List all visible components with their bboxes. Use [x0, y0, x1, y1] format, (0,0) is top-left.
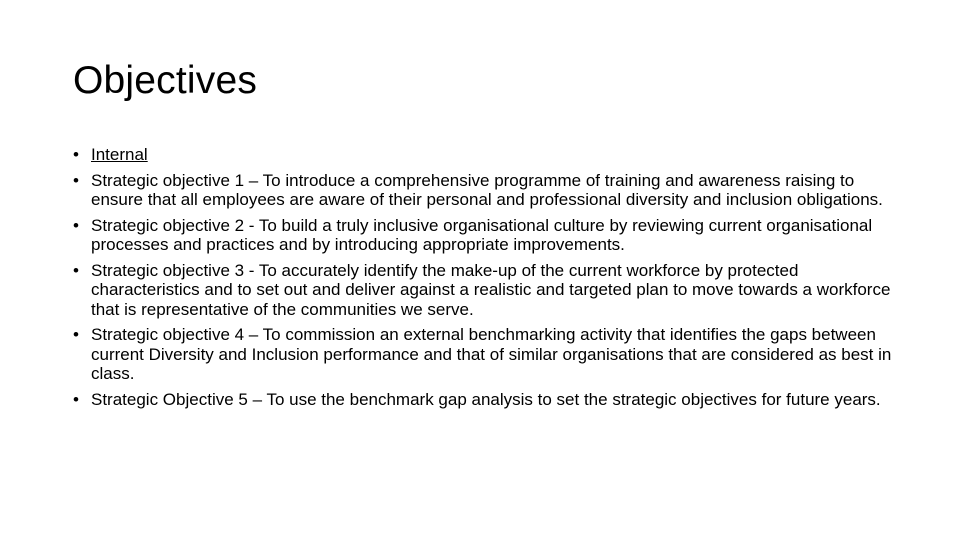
bullet-icon: • [73, 260, 79, 280]
bullet-icon: • [73, 389, 79, 409]
bullet-icon: • [73, 170, 79, 190]
slide-title: Objectives [73, 59, 258, 102]
list-item [73, 325, 893, 384]
list-item [73, 390, 893, 410]
bullet-text-internal: Internal [91, 145, 148, 164]
list-item [73, 216, 893, 255]
list-item [73, 145, 893, 165]
bullet-icon: • [73, 145, 79, 164]
bullet-text-objective-2: Strategic objective 2 - To build a truly inclusive organisational culture by reviewing current organisational processes and practices and by introducing appropriate improvements. [91, 215, 873, 254]
list-item [73, 261, 893, 320]
bullet-icon: • [73, 215, 79, 235]
bullet-list [73, 145, 893, 415]
bullet-text-objective-3: Strategic objective 3 - To accurately identify the make-up of the current workforce by protected characteristics and to set out and deliver against a realistic and targeted plan to move towards a workforce that is representative of the communities we serve. [91, 260, 891, 319]
bullet-text-objective-1: Strategic objective 1 – To introduce a comprehensive programme of training and awareness raising to ensure that all employees are aware of their personal and professional diversity and inclusion obligations. [91, 170, 883, 209]
bullet-icon: • [73, 325, 79, 344]
bullet-text-objective-5: Strategic Objective 5 – To use the benchmark gap analysis to set the strategic objectives for future years. [91, 389, 881, 409]
list-item [73, 171, 893, 210]
bullet-text-objective-4: Strategic objective 4 – To commission an external benchmarking activity that identifies the gaps between current Diversity and Inclusion performance and that of similar organisations that are considered as best in class. [91, 325, 892, 383]
